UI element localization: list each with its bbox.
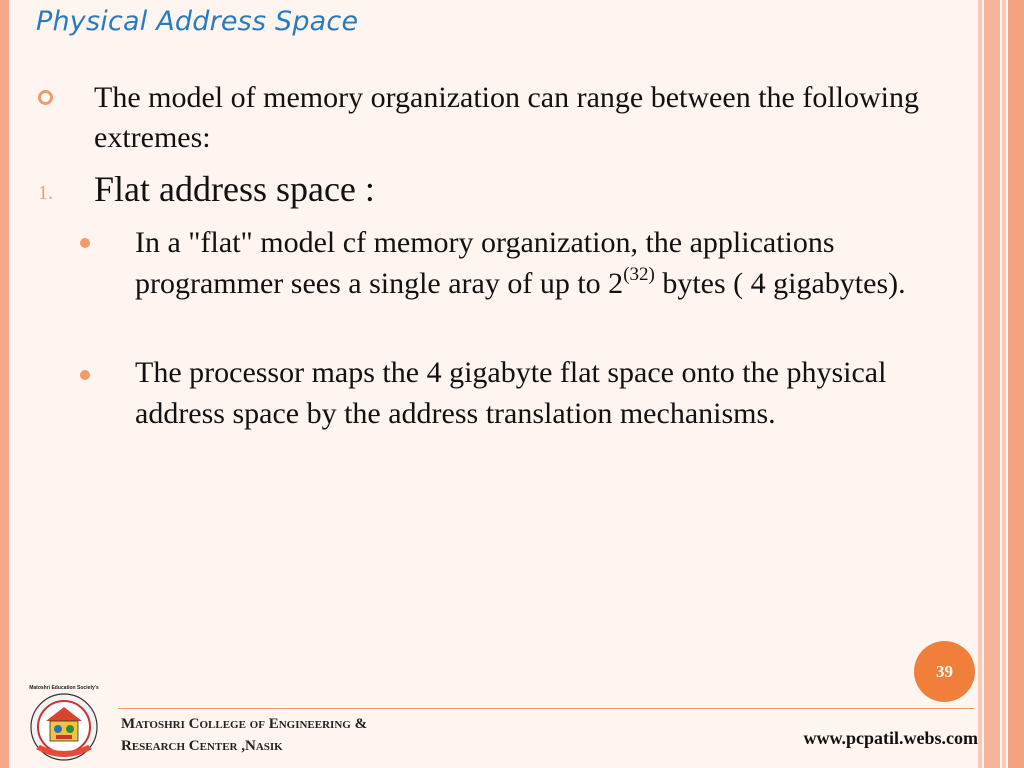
- logo-caption: Matoshri Education Society's: [29, 685, 99, 691]
- intro-text: The model of memory organization can range between the following extremes:: [94, 81, 919, 154]
- website-link[interactable]: www.pcpatil.webs.com: [803, 728, 978, 748]
- slide-title: Physical Address Space: [36, 6, 359, 37]
- college-name-line1: Matoshri College of Engineering &: [121, 716, 368, 732]
- bullet-flat-model: [135, 222, 965, 304]
- list-number: 1.: [38, 182, 53, 204]
- college-logo: [22, 683, 106, 765]
- dot-bullet-icon: [80, 238, 90, 248]
- section-heading: Flat address space :: [94, 169, 375, 209]
- left-border: [0, 0, 9, 768]
- bullet-processor-maps: The processor maps the 4 gigabyte flat space onto the physical address space by the address translation mechanisms.: [135, 356, 887, 430]
- footer-divider: [118, 708, 974, 709]
- page-number-badge: 39: [914, 641, 975, 702]
- exponent: (32): [623, 264, 655, 285]
- bullet-flat-model-text-end: bytes ( 4 gigabytes).: [654, 267, 906, 300]
- bullet-flat-model-text: In a "flat" model cf memory organization, the applications programmer sees a single aray of up to 2: [135, 226, 835, 300]
- right-stripes: [978, 0, 1024, 768]
- dot-bullet-icon: [80, 370, 90, 380]
- college-name: [121, 713, 367, 757]
- college-name-line2: Research Center ,Nasik: [121, 738, 283, 754]
- circle-bullet-icon: [38, 90, 53, 105]
